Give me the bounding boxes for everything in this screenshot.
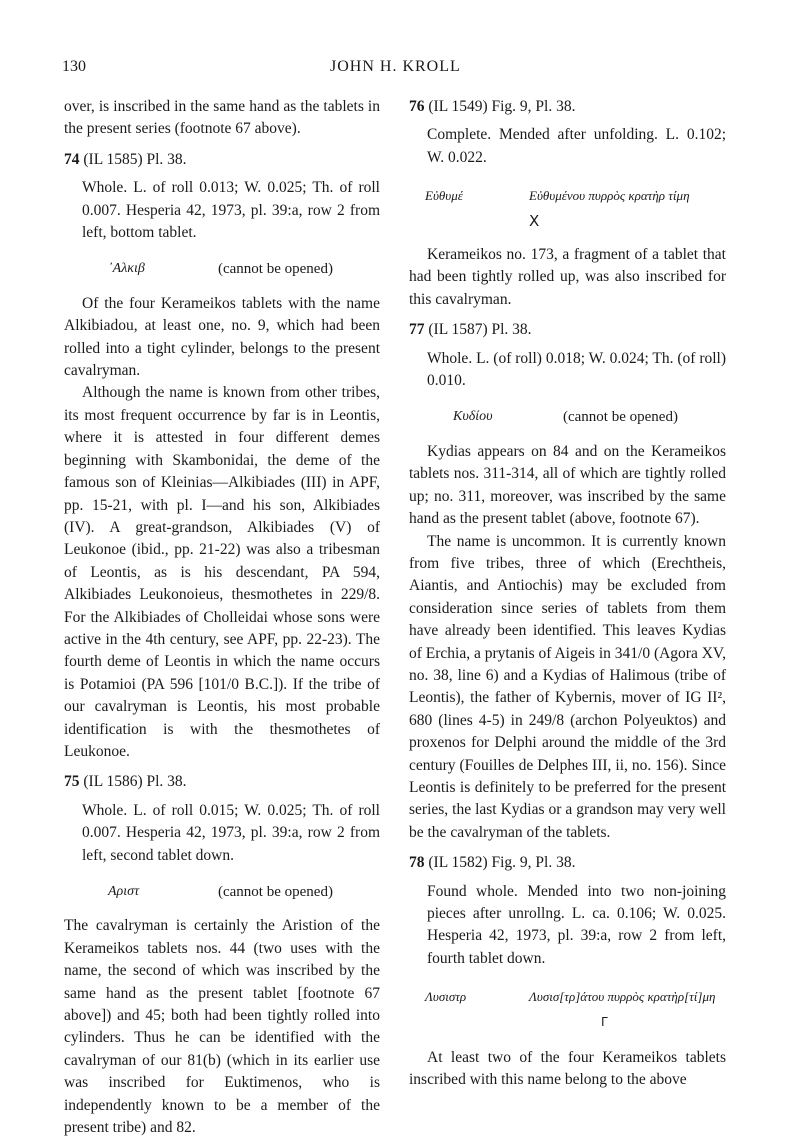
entry-76-inscription: [409, 185, 726, 207]
inscription-mark: Γ: [601, 1014, 608, 1029]
entry-78-inscription: [409, 986, 726, 1008]
entry-75-description: Whole. L. of roll 0.015; W. 0.025; Th. of roll 0.007. Hesperia 42, 1973, pl. 39:a, row 2 from left, second tablet down.: [82, 801, 380, 864]
entry-77-description: Whole. L. (of roll) 0.018; W. 0.024; Th. (of roll) 0.010.: [427, 349, 726, 390]
paragraph: Kydias appears on 84 and on the Kerameikos tablets nos. 311-314, all of which are tightly rolled up; no. 311, moreover, was inscribed by the same hand as the present tablet (above, footnote 67).: [409, 442, 726, 528]
entry-74-description: Whole. L. of roll 0.013; W. 0.025; Th. of roll 0.007. Hesperia 42, 1973, pl. 39:a, row 2 from left, bottom tablet.: [82, 179, 380, 242]
paragraph: Of the four Kerameikos tablets with the name Alkibiadou, at least one, no. 9, which had been rolled into a tight cylinder, belongs to the present cavalryman.: [64, 294, 380, 380]
inscription-note: (cannot be opened): [218, 884, 333, 900]
entry-number: 74: [64, 150, 80, 168]
entry-reference: (IL 1585) Pl. 38.: [83, 150, 187, 168]
page-number: 130: [62, 58, 86, 75]
entry-78-heading: [409, 852, 726, 874]
left-column: [64, 96, 380, 1139]
right-column: [409, 96, 726, 1092]
entry-74-inscription: [64, 258, 380, 280]
greek-text-short: Εὐθυμέ: [425, 188, 463, 204]
entry-number: 76: [409, 98, 425, 115]
greek-text-short: Λυσιστρ: [425, 989, 467, 1005]
entry-75-heading: [64, 771, 380, 793]
entry-reference: (IL 1586) Pl. 38.: [83, 773, 187, 791]
entry-78-description: Found whole. Mended into two non-joining pieces after unrollng. L. ca. 0.106; W. 0.025. Hesperia 42, 1973, pl. 39:a, row 2 from left, fourth tablet down.: [427, 882, 726, 967]
greek-text: Αριστ: [108, 884, 140, 899]
entry-76-description: Complete. Mended after unfolding. L. 0.102; W. 0.022.: [427, 126, 726, 166]
entry-76-heading: [409, 96, 726, 118]
running-title: JOHN H. KROLL: [330, 58, 461, 75]
paragraph: Although the name is known from other tribes, its most frequent occurrence by far is in Leontis, where it is attested in four different demes beginning with Skambonidai, the deme of the famous son of Kleinias—Alkibiades (III) in APF, pp. 15-21, with pl. I—and his son, Alkibiades (IV). A great-grandson, Alkibiades (V) of Leukonoe (ibid., pp. 21-22) was also a tribesman of Leontis, as is his descendant, PA 594, Alkibiades Leukonoieus, thesmothetes in 229/8. For the Alkibiades of Cholleidai whose sons were active in the 4th century, see APF, pp. 22-23). The fourth deme of Leontis in which the name occurs is Potamioi (PA 596 [101/0 B.C.]). If the tribe of our cavalryman is Leontis, his most probable identification is with the thesmothetes of Leukonoe.: [64, 384, 380, 760]
entry-77-heading: [409, 319, 726, 341]
entry-74-heading: [64, 149, 380, 171]
paragraph: Kerameikos no. 173, a fragment of a tablet that had been tightly rolled up, was also inscribed for this cavalryman.: [409, 246, 726, 308]
paragraph: At least two of the four Kerameikos tablets inscribed with this name belong to the above: [409, 1049, 726, 1089]
entry-77-inscription: [409, 406, 726, 428]
entry-reference: (IL 1587) Pl. 38.: [428, 321, 532, 339]
paragraph: The cavalryman is certainly the Aristion of the Kerameikos tablets nos. 44 (two uses with the name, the second of which was inscribed by the same hand as the present tablet [footnote 67 above]) and 45; both had been tightly rolled into cylinders. Thus he can be identified with the cavalryman of our 81(b) (which in its earlier use was inscribed for Euktimenos, who is independently known to be a member of the present tribe) and 82.: [64, 917, 380, 1137]
entry-number: 77: [409, 321, 425, 339]
inscription-mark: X: [529, 211, 540, 230]
greek-text-full: Εὐθυμένου πυρρὸς κρατὴρ τίμη: [529, 188, 690, 204]
greek-text-full: Λυσισ[τρ]άτου πυρρὸς κρατὴρ[τί]μη: [529, 989, 716, 1005]
inscription-note: (cannot be opened): [218, 261, 333, 278]
entry-number: 75: [64, 773, 80, 791]
entry-number: 78: [409, 854, 425, 872]
entry-reference: (IL 1549) Fig. 9, Pl. 38.: [428, 98, 576, 115]
greek-text: Κυδίου: [453, 409, 493, 425]
inscription-note: (cannot be opened): [563, 409, 678, 426]
greek-text: ᾿Αλκιβ: [108, 261, 145, 277]
entry-reference: (IL 1582) Fig. 9, Pl. 38.: [428, 854, 576, 872]
paragraph-continued: over, is inscribed in the same hand as the tablets in the present series (footnote 67 above).: [64, 98, 380, 138]
paragraph: The name is uncommon. It is currently known from five tribes, three of which (Erechtheis, Aiantis, and Antiochis) may be excluded from consideration since series of tablets from them have already been identified. This leaves Kydias of Erchia, a prytanis of Aigeis in 341/0 (Agora XV, no. 38, line 6) and a Kydias of Halimous (tribe of Leontis), the father of Kybernis, mover of IG II², 680 (lines 4-5) in 249/8 (archon Polyeuktos) and proxenos for Delphi around the middle of the 3rd century (Fouilles de Delphes III, ii, no. 156). Since Leontis is definitely to be preferred for the present series, the last Kydias or a grandson may very well be the cavalryman of the tablets.: [409, 532, 726, 841]
entry-75-inscription: [64, 881, 380, 903]
